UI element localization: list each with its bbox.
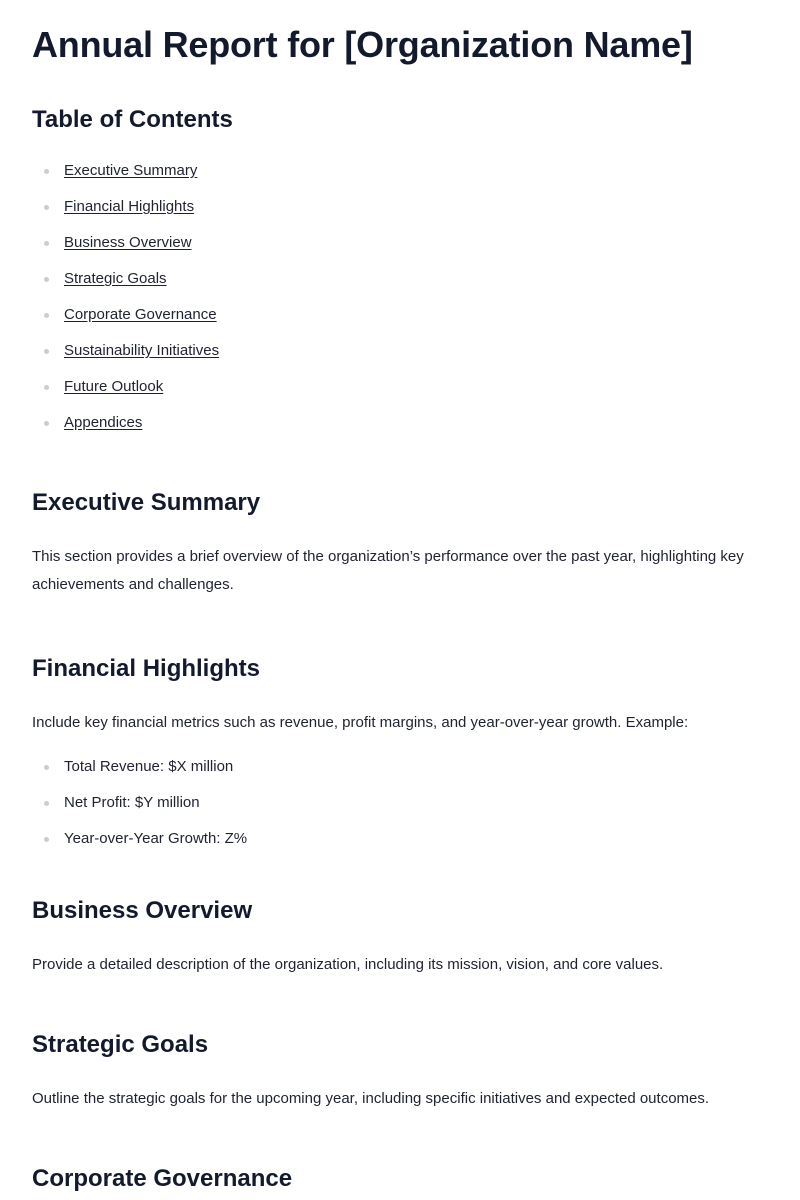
- list-item: [32, 757, 768, 777]
- bullet-icon: [44, 765, 49, 770]
- bullet-icon: [44, 277, 49, 282]
- bullet-icon: [44, 801, 49, 806]
- toc-link-appendices[interactable]: Appendices: [64, 414, 143, 431]
- financial-metrics-list: [32, 757, 768, 849]
- list-item: [32, 793, 768, 813]
- toc-link-corporate-governance[interactable]: Corporate Governance: [64, 306, 217, 323]
- toc-item: [32, 413, 768, 433]
- list-item: [32, 829, 768, 849]
- bullet-icon: [44, 385, 49, 390]
- toc-item: [32, 377, 768, 397]
- business-overview-heading: Business Overview: [32, 897, 253, 924]
- toc-link-strategic-goals[interactable]: Strategic Goals: [64, 270, 167, 287]
- bullet-icon: [44, 349, 49, 354]
- toc-item: [32, 161, 768, 181]
- bullet-icon: [44, 313, 49, 318]
- toc-item: [32, 233, 768, 253]
- metric-net-profit: Net Profit: $Y million: [64, 794, 200, 811]
- bullet-icon: [44, 421, 49, 426]
- toc-item: [32, 269, 768, 289]
- executive-summary-heading: Executive Summary: [32, 489, 261, 516]
- toc-link-business-overview[interactable]: Business Overview: [64, 234, 192, 251]
- toc-link-financial-highlights[interactable]: Financial Highlights: [64, 198, 195, 215]
- bullet-icon: [44, 837, 49, 842]
- financial-highlights-text: Include key financial metrics such as revenue, profit margins, and year-over-year growth. Example:: [32, 714, 689, 731]
- toc-heading: Table of Contents: [32, 106, 233, 133]
- toc-item: [32, 305, 768, 325]
- corporate-governance-heading: Corporate Governance: [32, 1165, 293, 1192]
- bullet-icon: [44, 241, 49, 246]
- toc-link-executive-summary[interactable]: Executive Summary: [64, 162, 198, 179]
- executive-summary-text: This section provides a brief overview of the organization’s performance over the past year, highlighting key achievements and challenges.: [32, 548, 744, 593]
- metric-yoy-growth: Year-over-Year Growth: Z%: [64, 830, 248, 847]
- strategic-goals-heading: Strategic Goals: [32, 1031, 209, 1058]
- metric-total-revenue: Total Revenue: $X million: [64, 758, 234, 775]
- toc-link-sustainability-initiatives[interactable]: Sustainability Initiatives: [64, 342, 220, 359]
- bullet-icon: [44, 169, 49, 174]
- toc-item: [32, 197, 768, 217]
- strategic-goals-text: Outline the strategic goals for the upcoming year, including specific initiatives and expected outcomes.: [32, 1090, 710, 1107]
- toc-list: [32, 161, 768, 433]
- page-title: Annual Report for [Organization Name]: [32, 24, 693, 65]
- bullet-icon: [44, 205, 49, 210]
- toc-link-future-outlook[interactable]: Future Outlook: [64, 378, 164, 395]
- toc-item: [32, 341, 768, 361]
- financial-highlights-heading: Financial Highlights: [32, 655, 261, 682]
- business-overview-text: Provide a detailed description of the organization, including its mission, vision, and core values.: [32, 956, 664, 973]
